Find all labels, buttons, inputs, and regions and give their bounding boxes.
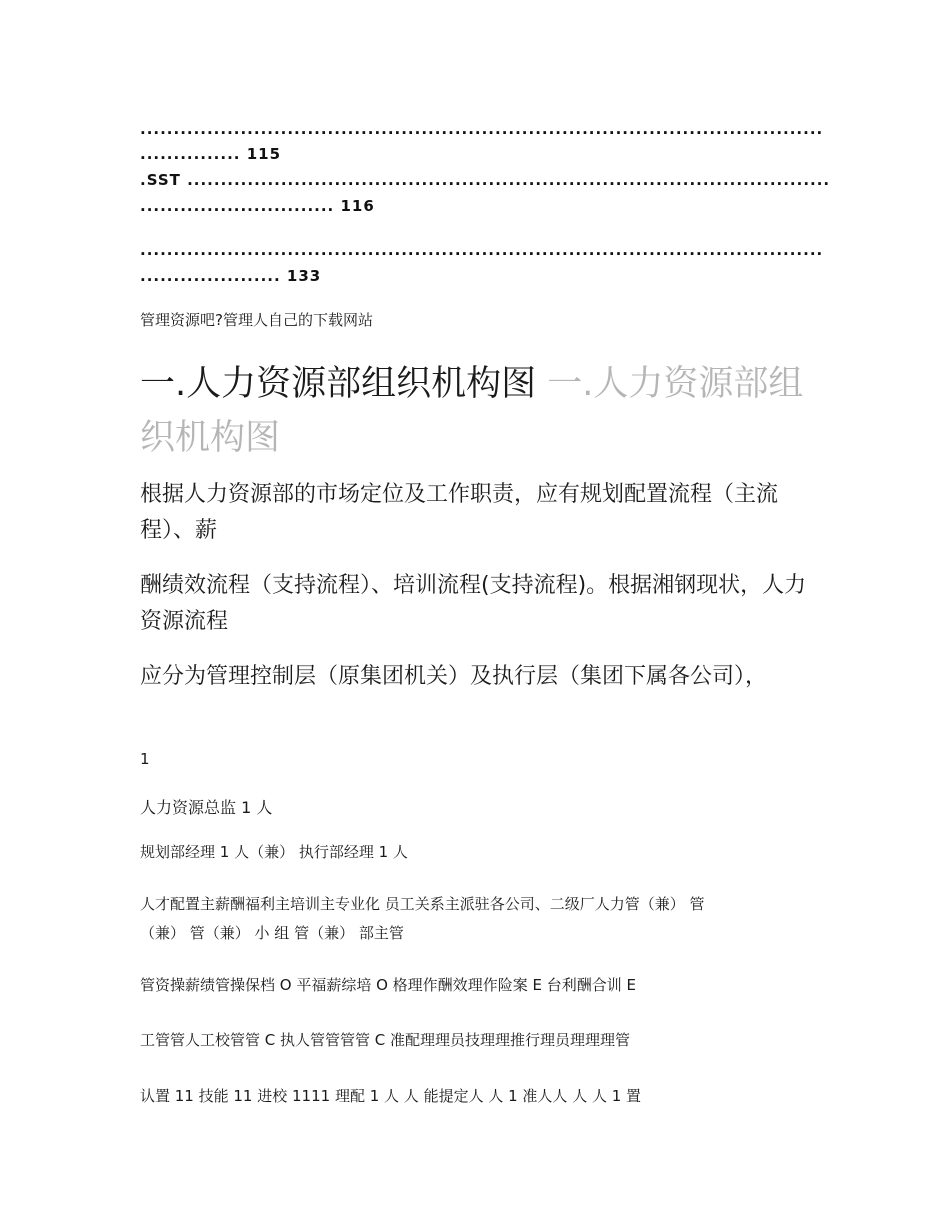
org-row: 工管管人工校管管 C 执人管管管管 C 准配理理员技理理推行理员理理理管 <box>140 1031 631 1049</box>
org-row: 管资操薪绩管操保档 O 平福薪综培 O 格理作酬效理作险案 E 台利酬合训 E <box>140 976 636 994</box>
toc-entry-sst: .SST ................................................................................................ <box>140 171 831 189</box>
paragraph: 根据人力资源部的市场定位及工作职责，应有规划配置流程（主流程）、薪 <box>140 482 779 543</box>
org-director: 人力资源总监 1 人 <box>140 798 273 817</box>
paragraph: 酬绩效流程（支持流程）、培训流程(支持流程)。根据湘钢现状，人力资源流程 <box>140 573 807 634</box>
page-number: 1 <box>140 750 150 768</box>
org-managers: 规划部经理 1 人（兼） 执行部经理 1 人 <box>140 843 408 861</box>
org-roles-line: （兼） 管（兼） 小 组 管（兼） 部主管 <box>140 924 404 942</box>
paragraph: 应分为管理控制层（原集团机关）及执行层（集团下属各公司）， <box>140 664 768 689</box>
toc-entry-133: ..................... 133 <box>140 267 322 285</box>
section-heading <box>140 357 820 465</box>
org-row: 认置 11 技能 11 进校 1111 理配 1 人 人 能提定人 人 1 准人人 人 人 1 置 <box>140 1087 642 1105</box>
org-roles-line: 人才配置主薪酬福利主培训主专业化 员工关系主派驻各公司、二级厂人力管（兼） 管 <box>140 895 705 913</box>
heading-ghost-text: 一.人力资源部组织机构图 <box>140 364 804 458</box>
toc-leader-line: ...................................................................................................... <box>140 120 824 138</box>
toc-entry-116: ............................. 116 <box>140 197 375 215</box>
site-note: 管理资源吧?管理人自己的下载网站 <box>140 311 373 329</box>
toc-leader-line: ...................................................................................................... <box>140 241 824 259</box>
toc-entry-115: ............... 115 <box>140 145 282 163</box>
heading-text: 一.人力资源部组织机构图 <box>140 364 537 404</box>
